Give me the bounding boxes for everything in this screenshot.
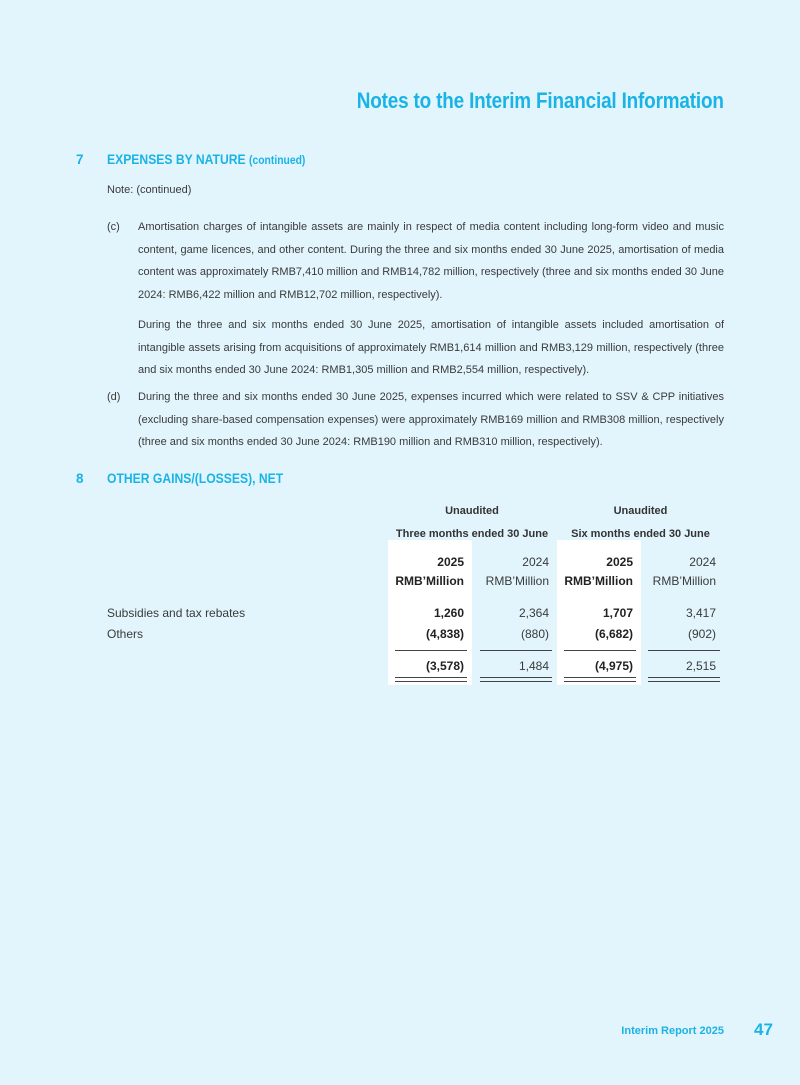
subtotal-rule: [648, 650, 720, 651]
item-c-paragraph-1: Amortisation charges of intangible assets are mainly in respect of media content including long-form video and music content, game licences, and other content. During the three and six months ended 30 June 2025, amortisation of media content was approximately RMB7,410 million and RMB14,782 million, respectively (three and six months ended 30 June 2024: RMB6,422 million and RMB12,702 million, respectively).: [138, 221, 724, 301]
total-double-rule: [648, 677, 720, 682]
row-label-subsidies: Subsidies and tax rebates: [107, 606, 246, 620]
section-7-title: EXPENSES BY NATURE: [107, 152, 246, 167]
subtotal-rule: [395, 650, 467, 651]
group2-status: Unaudited: [613, 505, 668, 517]
total-cell: (3,578): [425, 659, 464, 673]
item-d-paragraph: During the three and six months ended 30 June 2025, expenses incurred which were related to SSV & CPP initiatives (excluding share-based compensation expenses) were approximately RMB169 million and RMB308 million, respectively (three and six months ended 30 June 2024: RMB190 million and RMB310 million, respectively).: [138, 391, 724, 448]
section-7-title-group: [107, 152, 305, 167]
unit-header: RMB’Million: [395, 574, 464, 588]
item-c-marker: (c): [107, 221, 120, 233]
item-c-paragraph-2: During the three and six months ended 30 June 2025, amortisation of intangible assets included amortisation of intangible assets arising from acquisitions of approximately RMB1,614 million and RMB3,129 million, respectively (three and six months ended 30 June 2024: RMB1,305 million and RMB2,554 million, respectively).: [138, 319, 724, 376]
subtotal-rule: [564, 650, 636, 651]
unit-header: RMB’Million: [564, 574, 633, 588]
year-header: 2025: [606, 555, 633, 569]
total-cell: 1,484: [518, 659, 549, 673]
unit-header: RMB’Million: [652, 574, 716, 588]
table-cell: 1,260: [433, 606, 464, 620]
year-header: 2024: [689, 555, 716, 569]
section-8-title: OTHER GAINS/(LOSSES), NET: [107, 471, 284, 486]
table-cell: 2,364: [518, 606, 549, 620]
row-label-others: Others: [107, 627, 144, 641]
section-7-continued: (continued): [249, 155, 306, 167]
table-cell: 1,707: [602, 606, 633, 620]
total-double-rule: [480, 677, 552, 682]
table-cell: (4,838): [425, 627, 464, 641]
year-header: 2024: [522, 555, 549, 569]
table-cell: (902): [687, 627, 716, 641]
total-double-rule: [395, 677, 467, 682]
table-cell: (6,682): [594, 627, 633, 641]
section-8-number: 8: [76, 471, 84, 486]
total-cell: (4,975): [594, 659, 633, 673]
note-label: Note: (continued): [107, 184, 192, 196]
group1-period: Three months ended 30 June: [395, 528, 549, 540]
table-cell: 3,417: [685, 606, 716, 620]
total-cell: 2,515: [685, 659, 716, 673]
total-double-rule: [564, 677, 636, 682]
page-title: Notes to the Interim Financial Information: [356, 88, 724, 113]
year-header: 2025: [437, 555, 464, 569]
page-number: 47: [754, 1020, 773, 1039]
subtotal-rule: [480, 650, 552, 651]
group1-status: Unaudited: [445, 505, 499, 517]
unit-header: RMB’Million: [485, 574, 549, 588]
section-7-number: 7: [76, 152, 84, 167]
footer-report-name: Interim Report 2025: [621, 1025, 724, 1037]
item-d-marker: (d): [107, 391, 121, 403]
group2-period: Six months ended 30 June: [571, 528, 710, 540]
table-cell: (880): [520, 627, 549, 641]
